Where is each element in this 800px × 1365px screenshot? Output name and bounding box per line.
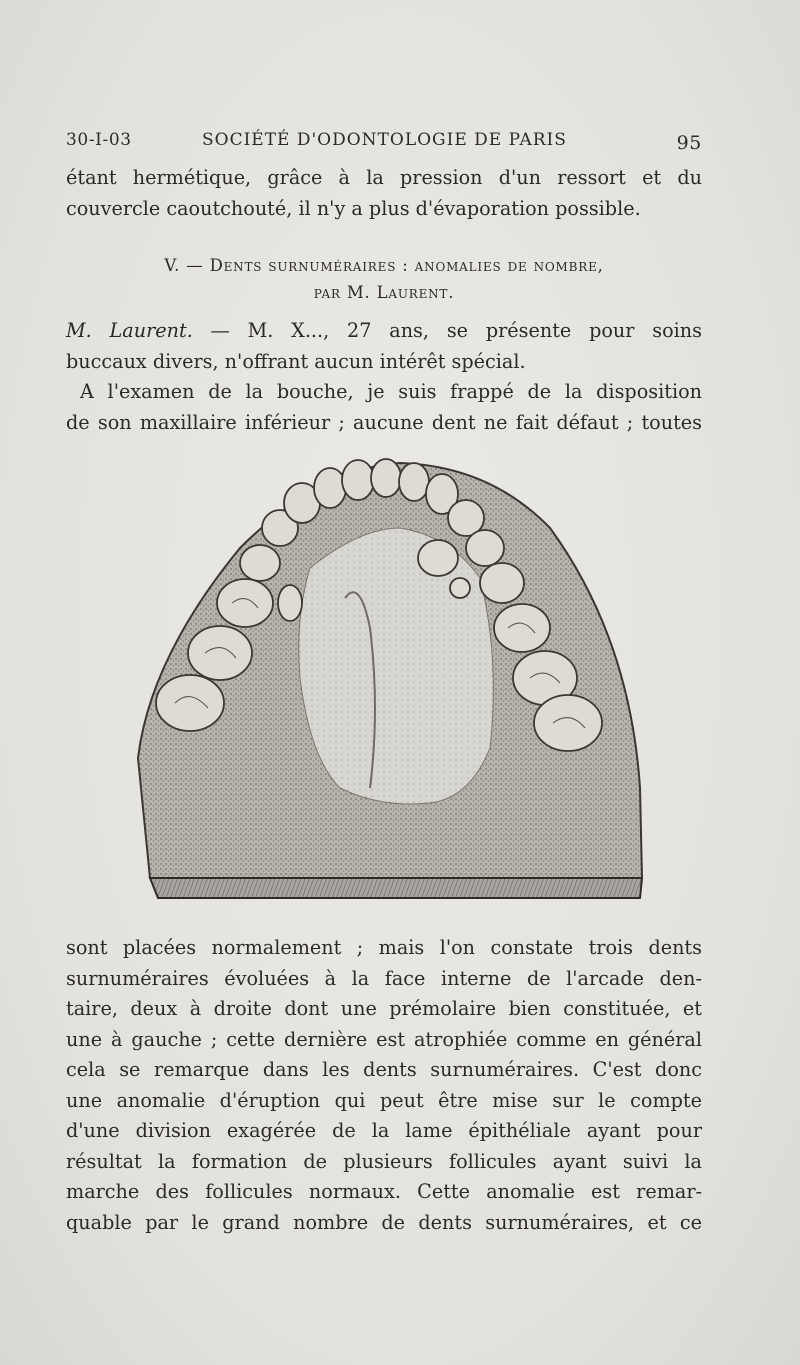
text-line: d'une division exagérée de la lame épithéliale ayant pour (66, 1119, 702, 1142)
text-line: sont placées normalement ; mais l'on constate trois dents (66, 936, 702, 959)
section-heading (66, 252, 702, 306)
text-line: étant hermétique, grâce à la pression d'un ressort et du (66, 166, 702, 189)
text-line: résultat la formation de plusieurs follicules ayant suivi la (66, 1149, 702, 1173)
speaker-statement: — M. X..., 27 ans, se présente pour soins (192, 319, 702, 342)
text-line: une à gauche ; cette dernière est atrophiée comme en général (66, 1027, 702, 1051)
text-line (66, 316, 702, 347)
dental-cast-illustration (130, 458, 650, 908)
speaker-name: M. Laurent. (66, 319, 193, 342)
journal-title: SOCIÉTÉ D'ODONTOLOGIE DE PARIS (202, 130, 567, 150)
section-title-line: V. — Dents surnuméraires : anomalies de nombre, (164, 256, 604, 275)
text-line: A l'examen de la bouche, je suis frappé de la disposition (80, 380, 702, 403)
page-number: 95 (676, 132, 702, 154)
paragraph-2 (66, 316, 702, 438)
text-line: cela se remarque dans les dents surnuméraires. C'est donc (66, 1058, 702, 1081)
text-line: marche des follicules normaux. Cette anomalie est remar- (66, 1180, 702, 1203)
paragraph-3 (66, 933, 702, 1238)
paragraph-1 (66, 163, 702, 224)
issue-date: 30-I-03 (66, 130, 132, 150)
text-line: une anomalie d'éruption qui peut être mise sur le compte (66, 1088, 702, 1112)
text-line: buccaux divers, n'offrant aucun intérêt spécial. (66, 349, 526, 373)
text-line: quable par le grand nombre de dents surnuméraires, et ce (66, 1210, 702, 1234)
text-line: taire, deux à droite dont une prémolaire bien constituée, et (66, 997, 702, 1020)
text-line: couvercle caoutchouté, il n'y a plus d'évaporation possible. (66, 196, 641, 220)
section-author-line: par M. Laurent. (313, 283, 455, 302)
text-line: surnuméraires évoluées à la face interne de l'arcade den- (66, 966, 702, 990)
running-head (66, 130, 702, 154)
text-line: de son maxillaire inférieur ; aucune dent ne fait défaut ; toutes (66, 410, 702, 434)
